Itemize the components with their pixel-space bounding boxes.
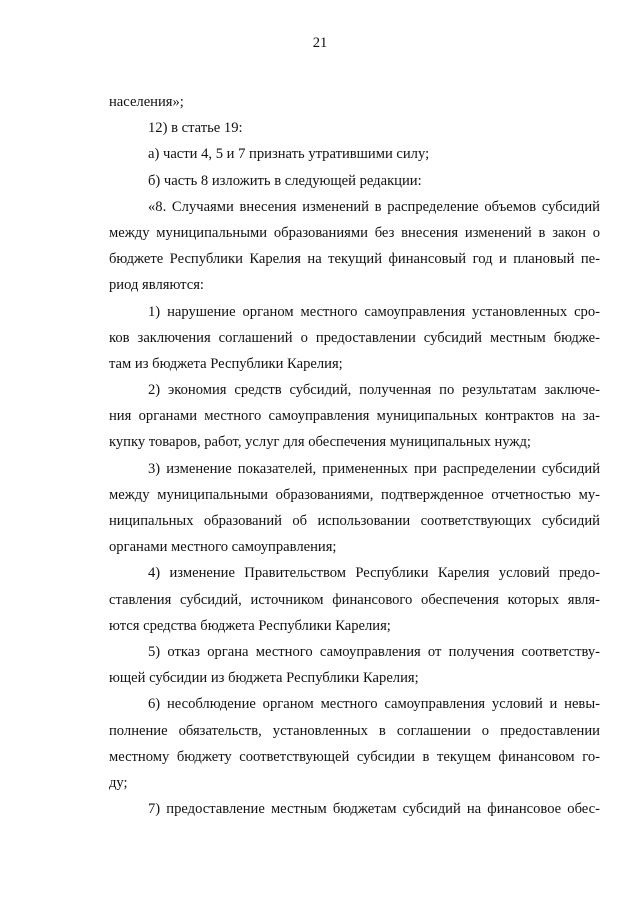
document-body [109,89,600,822]
text-line: купку товаров, работ, услуг для обеспечения муниципальных нужд; [109,434,531,451]
paragraph [109,639,600,691]
text-line: между муниципальными образованиями, подтвержденное отчетностью му- [109,486,600,503]
text-line: ставления субсидий, источником финансового обеспечения которых явля- [109,591,600,608]
paragraph [109,691,600,796]
text-line: «8. Случаями внесения изменений в распределение объемов субсидий [148,198,600,215]
text-line: 2) экономия средств субсидий, полученная по результатам заключе- [148,382,600,399]
text-line: 6) несоблюдение органом местного самоуправления условий и невы- [148,696,600,713]
paragraph [109,115,600,141]
text-line: местному бюджету соответствующей субсидии в текущем финансовом го- [109,748,600,765]
text-line: 12) в статье 19: [148,120,243,137]
text-line: 5) отказ органа местного самоуправления от получения соответству- [148,643,600,660]
paragraph [109,377,600,456]
text-line: полнение обязательств, установленных в соглашении о предоставлении [109,722,600,739]
text-line: ду; [109,774,128,791]
paragraph [109,141,600,167]
text-line: 7) предоставление местным бюджетам субсидий на финансовое обес- [148,801,600,818]
paragraph [109,194,600,299]
paragraph [109,560,600,639]
text-line: 3) изменение показателей, примененных при распределении субсидий [148,460,600,477]
page-number: 21 [312,35,328,51]
text-line: ния органами местного самоуправления муниципальных контрактов на за- [109,408,600,425]
text-line: ков заключения соглашений о предоставлении субсидий местным бюдже- [109,329,600,346]
text-line: там из бюджета Республики Карелия; [109,355,343,372]
paragraph [109,796,600,822]
text-line: ются средства бюджета Республики Карелия; [109,617,391,634]
paragraph [109,89,600,115]
paragraph [109,299,600,378]
text-line: б) часть 8 изложить в следующей редакции: [148,172,422,189]
text-line: риод являются: [109,277,204,294]
text-line: органами местного самоуправления; [109,539,337,556]
text-line: ниципальных образований об использовании соответствующих субсидий [109,513,600,529]
text-line: ющей субсидии из бюджета Республики Карелия; [109,670,419,687]
text-line: бюджете Республики Карелия на текущий финансовый год и плановый пе- [109,251,600,268]
text-line: а) части 4, 5 и 7 признать утратившими силу; [148,146,430,163]
paragraph [109,456,600,561]
text-line: населения»; [109,94,184,110]
text-line: 4) изменение Правительством Республики Карелия условий предо- [148,565,600,582]
paragraph [109,168,600,194]
text-line: 1) нарушение органом местного самоуправления установленных сро- [148,303,600,320]
text-line: между муниципальными образованиями без внесения изменений в закон о [109,224,600,241]
